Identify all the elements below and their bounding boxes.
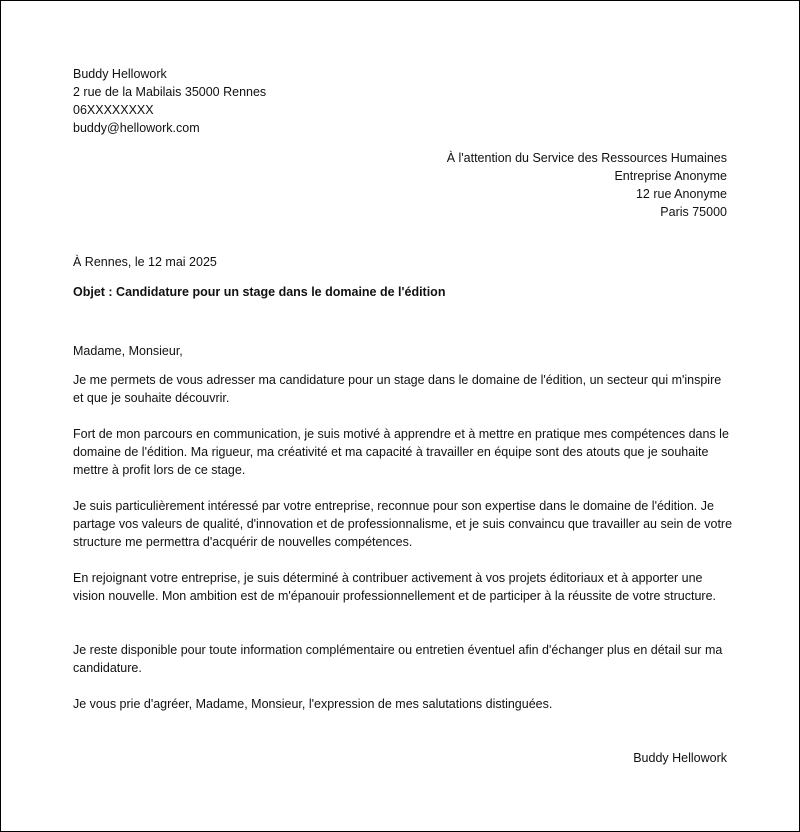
subject-line: Objet : Candidature pour un stage dans le domaine de l'édition: [73, 285, 446, 299]
paragraph-company-interest: Je suis particulièrement intéressé par votre entreprise, reconnue pour son expertise dans le domaine de l'édition. Je partage vos valeurs de qualité, d'innovation et de professionnalisme, et je suis convaincu que travailler au sein de votre structure me permettra d'acquérir de nouvelles compétences.: [73, 499, 733, 549]
paragraph-closing: Je vous prie d'agréer, Madame, Monsieur, l'expression de mes salutations distinguées.: [73, 697, 553, 711]
sender-block: [73, 65, 266, 137]
sender-address: 2 rue de la Mabilais 35000 Rennes: [73, 85, 267, 99]
recipient-company: Entreprise Anonyme: [614, 169, 727, 183]
recipient-city: Paris 75000: [660, 205, 727, 219]
recipient-block: [447, 149, 727, 221]
paragraph-background: Fort de mon parcours en communication, je suis motivé à apprendre et à mettre en pratique mes compétences dans le domaine de l'édition. Ma rigueur, ma créativité et ma capacité à travailler en équipe sont des atouts que je souhaite mettre à profit lors de ce stage.: [73, 427, 729, 477]
sender-phone: 06XXXXXXXX: [73, 103, 154, 117]
paragraph-intro: Je me permets de vous adresser ma candidature pour un stage dans le domaine de l'édition, un secteur qui m'inspire et que je souhaite découvrir.: [73, 373, 722, 405]
signature: Buddy Hellowork: [633, 751, 727, 765]
paragraph-availability: Je reste disponible pour toute information complémentaire ou entretien éventuel afin d'échanger plus en détail sur ma candidature.: [73, 643, 723, 675]
recipient-street: 12 rue Anonyme: [635, 187, 727, 201]
date-line: À Rennes, le 12 mai 2025: [73, 255, 217, 269]
recipient-attention: À l'attention du Service des Ressources Humaines: [446, 151, 727, 165]
paragraph-motivation: En rejoignant votre entreprise, je suis déterminé à contribuer activement à vos projets éditoriaux et à apporter une vision nouvelle. Mon ambition est de m'épanouir professionnellement et de participer à la réussite de votre structure.: [73, 571, 717, 603]
sender-name: Buddy Hellowork: [73, 67, 167, 81]
sender-email: buddy@hellowork.com: [73, 121, 200, 135]
greeting: Madame, Monsieur,: [73, 344, 183, 358]
